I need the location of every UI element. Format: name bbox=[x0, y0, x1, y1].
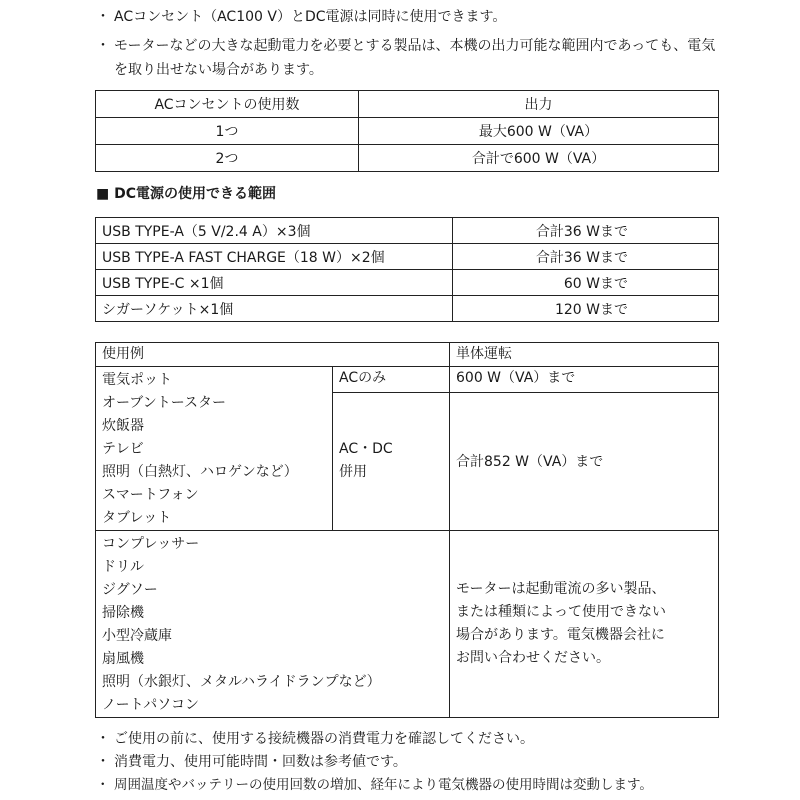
ac-outlet-table bbox=[95, 90, 719, 172]
table-cell: 2つ bbox=[96, 145, 359, 172]
note-text: ご使用の前に、使用する接続機器の消費電力を確認してください。 bbox=[114, 731, 534, 747]
list-item: 照明（白熱灯、ハロゲンなど） bbox=[102, 464, 298, 480]
list-item: 炊飯器 bbox=[102, 418, 144, 434]
bullet: ・ bbox=[96, 38, 110, 54]
table-header: ACコンセントの使用数 bbox=[96, 91, 359, 118]
ac-only-value: 600 W（VA）まで bbox=[450, 367, 719, 393]
list-item: 電気ポット bbox=[102, 372, 172, 388]
table-cell: 合計36 Wまで bbox=[453, 218, 719, 244]
table-cell: 最大600 W（VA） bbox=[359, 118, 719, 145]
group2-note bbox=[456, 578, 712, 670]
ac-dc-value: 合計852 W（VA）まで bbox=[450, 392, 719, 530]
table-cell: USB TYPE-A（5 V/2.4 A）×3個 bbox=[96, 218, 453, 244]
note-simultaneous-use bbox=[96, 5, 506, 29]
table-cell: 1つ bbox=[96, 118, 359, 145]
ac-dc-label bbox=[339, 438, 443, 484]
table-header: 出力 bbox=[359, 91, 719, 118]
note-text: 周囲温度やバッテリーの使用回数の増加、経年により電気機器の使用時間は変動します。 bbox=[114, 777, 653, 793]
label-line: 併用 bbox=[339, 464, 367, 481]
dc-range-table bbox=[95, 217, 719, 322]
note-usage-time-variation bbox=[96, 773, 653, 797]
bullet: ・ bbox=[96, 754, 110, 770]
list-item: 照明（水銀灯、メタルハライドランプなど） bbox=[102, 674, 381, 690]
table-cell: 合計で600 W（VA） bbox=[359, 145, 719, 172]
list-item: オーブントースター bbox=[102, 395, 227, 411]
list-item: ノートパソコン bbox=[102, 697, 200, 713]
table-cell: 合計36 Wまで bbox=[453, 244, 719, 270]
table-cell: USB TYPE-C ×1個 bbox=[96, 270, 453, 296]
list-item: コンプレッサー bbox=[102, 536, 200, 552]
group2-items-cell bbox=[96, 531, 450, 718]
dc-range-heading: ■ DC電源の使用できる範囲 bbox=[96, 186, 276, 202]
bullet: ・ bbox=[96, 9, 110, 25]
note-line: お問い合わせください。 bbox=[456, 650, 610, 666]
note-line: 場合があります。電気機器会社に bbox=[456, 627, 665, 643]
table-cell: 60 Wまで bbox=[453, 270, 719, 296]
note-text: ACコンセント（AC100 V）とDC電源は同時に使用できます。 bbox=[114, 9, 507, 25]
note-line: または種類によって使用できない bbox=[456, 604, 666, 620]
group1-items-cell bbox=[96, 367, 333, 531]
table-cell: シガーソケット×1個 bbox=[96, 296, 453, 322]
group2-note-cell bbox=[450, 531, 719, 718]
list-item: 扇風機 bbox=[102, 651, 144, 667]
list-item: 掃除機 bbox=[102, 605, 144, 621]
note-reference-values bbox=[96, 750, 407, 774]
list-item: ジグソー bbox=[102, 582, 158, 598]
label-line: AC・DC bbox=[339, 441, 393, 458]
bullet: ・ bbox=[96, 777, 110, 793]
note-line: モーターは起動電流の多い製品、 bbox=[456, 581, 666, 597]
ac-only-label: ACのみ bbox=[333, 367, 450, 393]
table-header: 使用例 bbox=[96, 343, 450, 367]
list-item: テレビ bbox=[102, 441, 144, 457]
note-check-consumption bbox=[96, 727, 534, 751]
list-item: ドリル bbox=[102, 559, 144, 575]
note-startup-power bbox=[96, 34, 726, 82]
note-text: モーターなどの大きな起動電力を必要とする製品は、本機の出力可能な範囲内であっても、電気を取り出せない場合があります。 bbox=[114, 38, 716, 78]
table-cell: USB TYPE-A FAST CHARGE（18 W）×2個 bbox=[96, 244, 453, 270]
table-header: 単体運転 bbox=[450, 343, 719, 367]
group1-list bbox=[102, 369, 326, 530]
list-item: スマートフォン bbox=[102, 487, 199, 503]
note-text: 消費電力、使用可能時間・回数は参考値です。 bbox=[114, 754, 407, 770]
group2-list bbox=[102, 533, 443, 717]
ac-dc-label-cell bbox=[333, 392, 450, 530]
list-item: 小型冷蔵庫 bbox=[102, 628, 172, 644]
list-item: タブレット bbox=[102, 510, 172, 526]
table-cell: 120 Wまで bbox=[453, 296, 719, 322]
bullet: ・ bbox=[96, 731, 110, 747]
usage-example-table bbox=[95, 342, 719, 718]
